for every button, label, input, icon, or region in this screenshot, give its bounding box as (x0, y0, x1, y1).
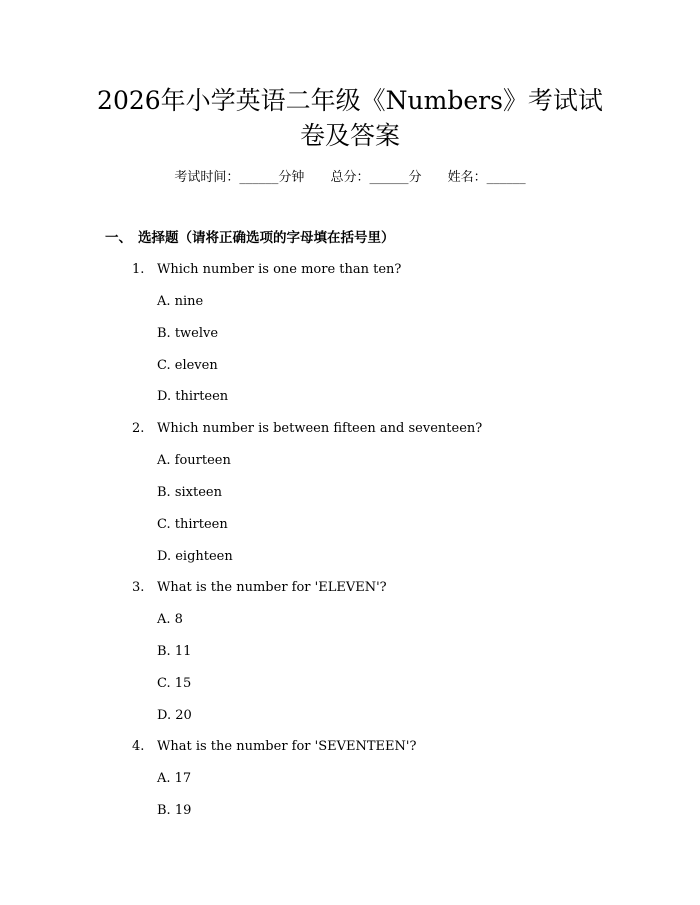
answer-option: B. 19 (157, 803, 192, 818)
section-title: 选择题（请将正确选项的字母填在括号里） (138, 230, 395, 246)
answer-option: B. sixteen (157, 485, 222, 500)
question-text: What is the number for 'ELEVEN'? (157, 580, 387, 595)
answer-option: C. eleven (157, 358, 218, 373)
answer-option: B. 11 (157, 644, 192, 659)
question-text: What is the number for 'SEVENTEEN'? (157, 739, 417, 754)
question-text: Which number is one more than ten? (157, 262, 402, 277)
question-number: 1. (132, 262, 145, 277)
total-score-field: 总分：______分 (330, 170, 422, 185)
section-heading (105, 228, 395, 248)
answer-option: A. 17 (157, 771, 192, 786)
answer-option: B. twelve (157, 326, 219, 341)
answer-option: A. 8 (157, 612, 183, 627)
answer-option: D. 20 (157, 708, 192, 723)
question-number: 4. (132, 739, 145, 754)
exam-title-line-1: 2026年小学英语二年级《Numbers》考试试 (97, 86, 603, 115)
exam-info-row (0, 168, 700, 188)
answer-option: A. nine (157, 294, 204, 309)
section-number: 一、 (105, 230, 132, 246)
exam-time-field: 考试时间：______分钟 (174, 170, 305, 185)
answer-option: C. 15 (157, 676, 192, 691)
answer-option: A. fourteen (157, 453, 231, 468)
student-name-field: 姓名：______ (447, 170, 526, 185)
answer-option: D. thirteen (157, 389, 229, 404)
answer-option: C. thirteen (157, 517, 228, 532)
question-number: 2. (132, 421, 145, 436)
question-text: Which number is between fifteen and seventeen? (157, 421, 483, 436)
answer-option: D. eighteen (157, 549, 233, 564)
question-number: 3. (132, 580, 145, 595)
exam-title-line-2: 卷及答案 (299, 121, 400, 150)
